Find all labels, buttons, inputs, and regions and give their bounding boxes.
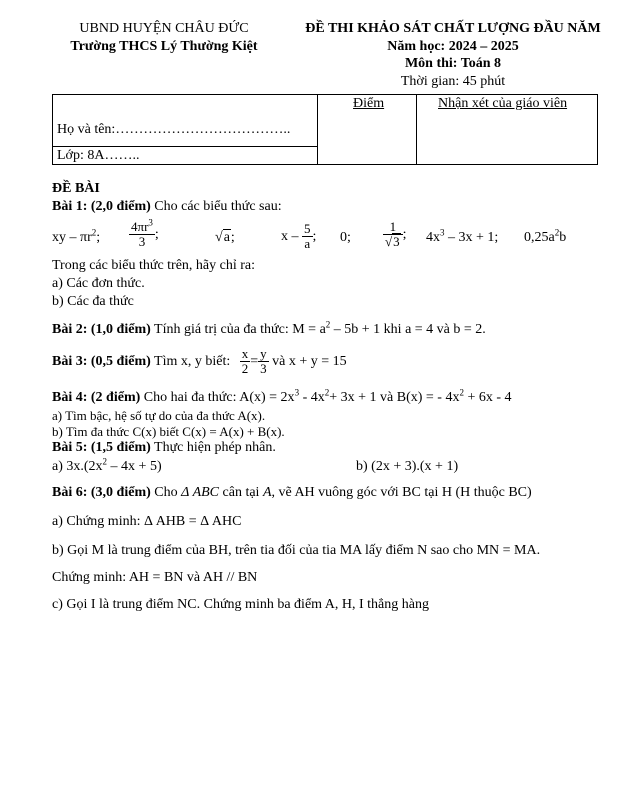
question-6-heading: Bài 6: (3,0 điểm)	[52, 485, 151, 500]
expression-8: $0,25a^2b$	[524, 227, 567, 245]
expression-1: xy – $\pi r^2$;	[52, 227, 101, 245]
question-6-part-a: a) Chứng minh: Δ AHB = Δ AHC	[52, 514, 242, 529]
question-1-prompt: Trong các biểu thức trên, hãy chỉ ra:	[52, 258, 256, 273]
question-4-heading: Bài 4: (2 điểm)	[52, 390, 141, 405]
exam-duration: Thời gian: 45 phút	[400, 73, 506, 89]
question-6: Bài 6: (3,0 điểm) Cho Δ ABC cân tại A, vẽ AH vuông góc với BC tại H (H thuộc BC)	[52, 485, 532, 500]
exam-subject: Môn thi: Toán 8	[404, 56, 502, 71]
question-6-part-b-proof: Chứng minh: AH = BN và AH // BN	[52, 570, 258, 585]
school-name: Trường THCS Lý Thường Kiệt	[70, 39, 258, 54]
exam-title: ĐỀ THI KHẢO SÁT CHẤT LƯỢNG ĐẦU NĂM	[305, 21, 601, 36]
expression-7: $4x^3 - 3x + 1$;	[426, 227, 499, 245]
student-info-table	[52, 94, 598, 165]
question-6-part-b: b) Gọi M là trung điểm của BH, trên tia đối của tia MA lấy điểm N sao cho MN = MA.	[52, 543, 541, 558]
expression-4: x – $\frac{5}{a}$ ;	[281, 221, 317, 252]
expression-list	[52, 217, 612, 258]
expression-2: $\frac{4\pi r^3}{3}$ ;	[131, 217, 159, 250]
expression-5: 0;	[340, 230, 351, 245]
question-4-part-b: b) Tìm đa thức C(x) biết C(x) = A(x) + B(x).	[52, 424, 285, 439]
question-1-heading: Bài 1: (2,0 điểm)	[52, 199, 151, 214]
question-1-part-b: b) Các đa thức	[52, 294, 134, 309]
question-1-text: Cho các biểu thức sau:	[150, 199, 282, 214]
teacher-comment-header: Nhận xét của giáo viên	[438, 96, 568, 111]
expression-6: $\frac{1}{√3}$ ;	[385, 219, 407, 250]
header-left	[48, 20, 280, 56]
table-divider	[53, 146, 317, 147]
question-5-part-b: b) (2x + 3).(x + 1)	[356, 459, 459, 474]
student-name-field[interactable]: Họ và tên:………………………………..	[57, 122, 291, 137]
question-3: Bài 3: (0,5 điểm) Tìm x, y biết: $\frac{x}{2}$ = $\frac{y}{3}$ và x + y = 15	[52, 346, 347, 377]
question-2: Bài 2: (1,0 điểm) Tính giá trị của đa thức: $M = a^2 - 5b + 1$ khi a = 4 và b = 2.	[52, 319, 486, 337]
school-year: Năm học: 2024 – 2025	[387, 38, 519, 54]
question-5: Bài 5: (1,5 điểm) Thực hiện phép nhân.	[52, 440, 276, 455]
question-2-heading: Bài 2: (1,0 điểm)	[52, 322, 151, 337]
question-4-part-a: a) Tìm bậc, hệ số tự do của đa thức A(x).	[52, 408, 266, 423]
question-1	[52, 199, 282, 215]
section-title: ĐỀ BÀI	[52, 181, 100, 196]
expression-3: √a;	[215, 230, 235, 245]
score-header: Điểm	[353, 96, 385, 111]
question-6-part-c: c) Gọi I là trung điểm NC. Chứng minh ba điểm A, H, I thẳng hàng	[52, 597, 429, 612]
question-5-heading: Bài 5: (1,5 điểm)	[52, 440, 151, 455]
table-divider	[317, 95, 318, 164]
question-5-part-a: a) $3x.(2x^2 - 4x + 5)$	[52, 456, 162, 474]
table-divider	[416, 95, 417, 164]
question-4: Bài 4: (2 điểm) Cho hai đa thức: $A(x) = 2x^3 - 4x^2+ 3x + 1$ và B(x) = - $4x^2 + 6x - 4$	[52, 387, 512, 405]
header-right	[298, 20, 608, 90]
district-name: UBND HUYỆN CHÂU ĐỨC	[79, 21, 249, 36]
class-field[interactable]: Lớp: 8A……..	[57, 148, 140, 163]
question-1-part-a: a) Các đơn thức.	[52, 276, 145, 291]
question-3-heading: Bài 3: (0,5 điểm)	[52, 353, 151, 369]
